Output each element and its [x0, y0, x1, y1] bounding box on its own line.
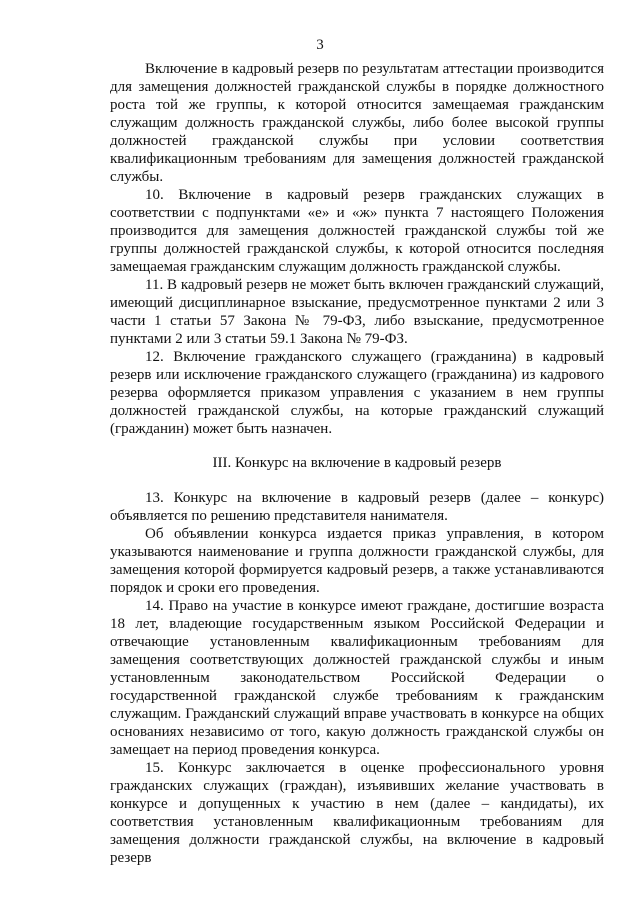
paragraph-announcement: Об объявлении конкурса издается приказ управления, в котором указываются наименование и группа должности гражданской службы, для замещения которой формируется кадровый резерв, а также устанавливаются порядок и сроки его проведения.	[110, 526, 604, 596]
paragraph-13: 13. Конкурс на включение в кадровый резерв (далее – конкурс) объявляется по решению представителя нанимателя.	[110, 490, 604, 524]
paragraph-15: 15. Конкурс заключается в оценке профессионального уровня гражданских служащих (граждан), изъявивших желание участвовать в конкурсе и допущенных к участию в нем (далее – кандидаты), их соответствия установленным квалификационным требованиям для замещения должности гражданской службы, на включение в кадровый резерв	[110, 760, 604, 866]
paragraph-11: 11. В кадровый резерв не может быть включен гражданский служащий, имеющий дисциплинарное взыскание, предусмотренное пунктами 2 или 3 части 1 статьи 57 Закона № 79-ФЗ, либо взыскание, предусмотренное пунктами 2 или 3 статьи 59.1 Закона № 79-ФЗ.	[110, 277, 604, 347]
page-number: 3	[316, 37, 324, 53]
document-body	[110, 60, 604, 867]
section-heading: III. Конкурс на включение в кадровый резерв	[212, 455, 502, 471]
paragraph-14: 14. Право на участие в конкурсе имеют граждане, достигшие возраста 18 лет, владеющие государственным языком Российской Федерации и отвечающие установленным квалификационным требованиям для замещения соответствующих должностей гражданской службы и иным установленным законодательством Российской Федерации о государственной гражданской службе требованиям к гражданским служащим. Гражданский служащий вправе участвовать в конкурсе на общих основаниях независимо от того, какую должность гражданской службы он замещает на период проведения конкурса.	[110, 598, 604, 758]
paragraph-10: 10. Включение в кадровый резерв гражданских служащих в соответствии с подпунктами «е» и «ж» пункта 7 настоящего Положения производится для замещения должностей гражданской службы той же группы должностей гражданской службы, к которой относится последняя замещаемая гражданским служащим должность гражданской службы.	[110, 187, 604, 275]
paragraph-12: 12. Включение гражданского служащего (гражданина) в кадровый резерв или исключение гражданского служащего (гражданина) из кадрового резерва оформляется приказом управления с указанием в нем группы должностей гражданской службы, на которые гражданский служащий (гражданин) может быть назначен.	[110, 349, 604, 437]
paragraph-reserve-attestation: Включение в кадровый резерв по результатам аттестации производится для замещения должностей гражданской службы в порядке должностного роста той же группы, к которой относится замещаемая гражданским служащим должность гражданской службы, либо более высокой группы должностей гражданской службы при условии соответствия квалификационным требованиям для замещения должностей гражданской службы.	[110, 61, 604, 185]
